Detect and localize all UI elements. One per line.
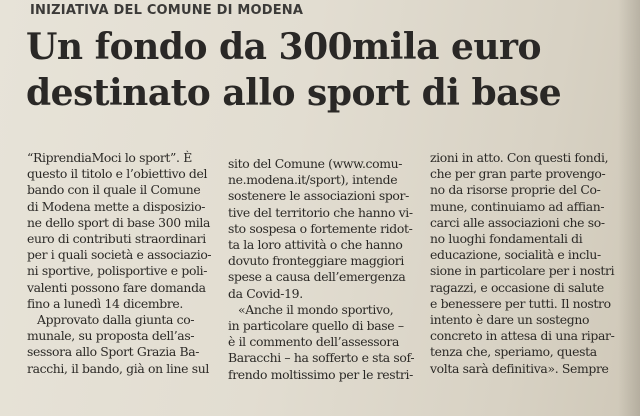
text-line: e benessere per tutti. Il nostro [430, 295, 611, 311]
page-fold-shadow [618, 0, 640, 416]
text-line: carci alle associazioni che so- [430, 214, 605, 230]
text-line: «Anche il mondo sportivo, [238, 301, 394, 317]
article-column-3 [430, 150, 635, 377]
text-line: concreto in attesa di una ripar- [430, 328, 615, 344]
text-line: ne.modena.it/sport), intende [228, 172, 398, 188]
kicker-label: INIZIATIVA DEL COMUNE DI MODENA [30, 3, 304, 18]
headline [26, 24, 626, 116]
text-line: no da risorse proprie del Co- [430, 182, 601, 198]
text-line: racchi, il bando, già on line sul [27, 360, 209, 376]
text-line: intento è dare un sostegno [430, 312, 590, 328]
text-line: dovuto fronteggiare maggiori [228, 253, 404, 269]
text-line: di Modena mette a disposizio- [27, 198, 206, 214]
text-line: ta la loro attività o che hanno [228, 237, 403, 253]
text-line: zioni in atto. Con questi fondi, [430, 150, 609, 165]
article-column-2 [228, 156, 424, 383]
text-line: fino a lunedì 14 dicembre. [27, 295, 183, 311]
text-line: per i quali società e associazio- [27, 247, 212, 263]
headline-line-1: Un fondo da 300mila euro [26, 26, 542, 68]
text-line: tive del territorio che hanno vi- [228, 204, 413, 220]
text-line: Baracchi – ha sofferto e sta sof- [228, 350, 415, 366]
text-line: sto sospesa o fortemente ridot- [228, 220, 413, 236]
text-line: educazione, socialità e inclu- [430, 247, 601, 263]
headline-line-2: destinato allo sport di base [26, 72, 562, 114]
text-line: bando con il quale il Comune [27, 182, 201, 198]
text-line: frendo moltissimo per le restri- [228, 366, 413, 382]
text-line: sito del Comune (www.comu- [228, 156, 403, 171]
text-line: da Covid-19. [228, 285, 303, 301]
text-line: è il commento dell’assessora [228, 334, 399, 350]
text-line: ni sportive, polisportive e poli- [27, 263, 208, 279]
text-line: che per gran parte provengo- [430, 166, 606, 182]
text-line: no luoghi fondamentali di [430, 231, 583, 247]
text-line: in particolare quello di base – [228, 318, 404, 334]
text-line: sione in particolare per i nostri [430, 263, 615, 279]
text-line: mune, continuiamo ad affian- [430, 198, 605, 214]
text-line: euro di contributi straordinari [27, 231, 206, 247]
article-column-1 [27, 150, 215, 377]
text-line: questo il titolo e l’obiettivo del [27, 166, 208, 182]
text-line: spese a causa dell’emergenza [228, 269, 406, 285]
text-line: sessora allo Sport Grazia Ba- [27, 344, 200, 360]
text-line: valenti possono fare domanda [27, 279, 206, 295]
text-line: ragazzi, e occasione di salute [430, 279, 604, 295]
text-line: volta sarà definitiva». Sempre [430, 360, 609, 376]
text-line: “RiprendiaMoci lo sport”. È [27, 150, 192, 165]
text-line: munale, su proposta dell’as- [27, 328, 195, 344]
text-line: tenza che, speriamo, questa [430, 344, 597, 360]
text-line: Approvato dalla giunta co- [37, 312, 195, 328]
text-line: sostenere le associazioni spor- [228, 188, 409, 204]
text-line: ne dello sport di base 300 mila [27, 214, 211, 230]
